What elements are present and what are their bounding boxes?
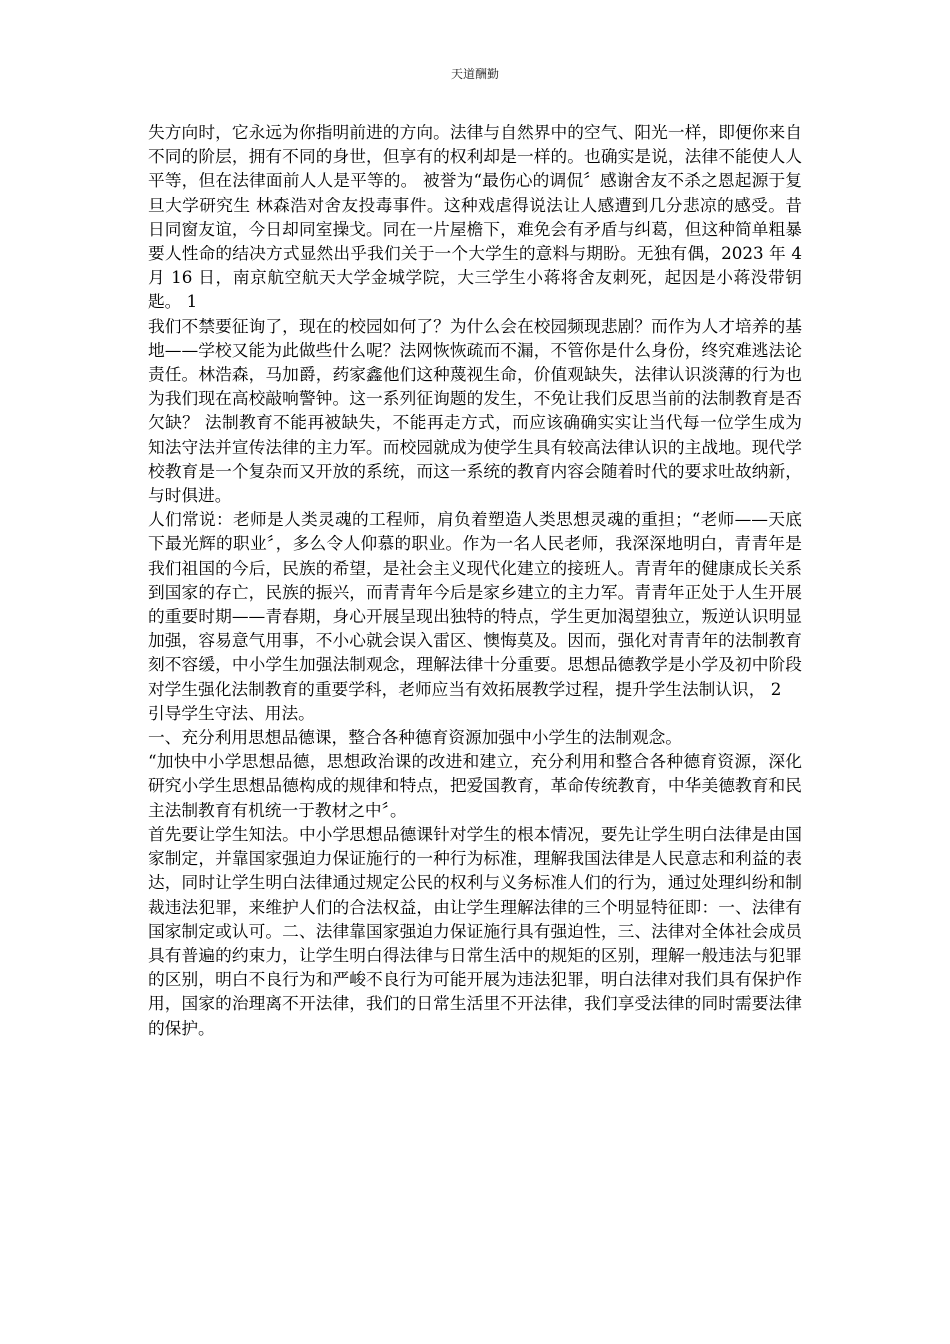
paragraph: 失方向时，它永远为你指明前进的方向。法律与自然界中的空气、阳光一样，即便你来自不同的阶层，拥有不同的身世，但享有的权利却是一样的。也确实是说，法律不能使人人平等，但在法律面前人人是平等的。 被誉为“最伤心的调侃〞感谢舍友不杀之恩起源于复旦大学研究生 林森浩对舍友投毒事件。这种戏虐得说法让人感遭到几分悲凉的感受。昔日同窗友谊，今日却同室操戈。同在一片屋檐下，难免会有矛盾与纠葛，但这种简单粗暴要人性命的结决方式显然出乎我们关于一个大学生的意料与期盼。无独有偶，2023 年 4 月 16 日，南京航空航天大学金城学院，大三学生小蒋将舍友刺死，起因是小蒋没带钥匙。 1 bbox=[148, 122, 802, 312]
page-header: 天道酬勤 bbox=[450, 67, 499, 81]
paragraph: 我们不禁要征询了，现在的校园如何了？为什么会在校园频现悲剧？而作为人才培养的基地——学校又能为此做些什么呢？法网恢恢疏而不漏，不管你是什么身份，终究难逃法论责任。林浩森，马加爵，药家鑫他们这种蔑视生命，价值观缺失，法律认识淡薄的行为也为我们现在高校敲响警钟。这一系列征询题的发生，不免让我们反思当前的法制教育是否欠缺？ 法制教育不能再被缺失，不能再走方式，而应该确确实实让当代每一位学生成为知法守法并宣传法律的主力军。而校园就成为使学生具有较高法律认识的主战地。现代学校教育是一个复杂而又开放的系统，而这一系统的教育内容会随着时代的要求吐故纳新，与时俱进。 bbox=[148, 315, 802, 506]
paragraph: 一、充分利用思想品德课，整合各种德育资源加强中小学生的法制观念。 bbox=[148, 727, 682, 748]
paragraph: 引导学生守法、用法。 bbox=[148, 702, 315, 723]
paragraph: “加快中小学思想品德，思想政治课的改进和建立，充分利用和整合各种德育资源，深化研究小学生思想品德构成的规律和特点，把爱国教育，革命传统教育，中华美德教育和民主法制教育有机统一于教材之中〞。 bbox=[148, 751, 802, 820]
paragraph: 人们常说：老师是人类灵魂的工程师，肩负着塑造人类思想灵魂的重担；“老师——天底下最光辉的职业〞，多么令人仰慕的职业。作为一名人民老师，我深深地明白，青青年是我们祖国的今后，民族的希望，是社会主义现代化建立的接班人。青青年的健康成长关系到国家的存亡，民族的振兴，而青青年今后是家乡建立的主力军。青青年正处于人生开展的重要时期——青春期，身心开展呈现出独特的特点，学生更加渴望独立，叛逆认识明显加强，容易意气用事，不小心就会误入雷区、懊悔莫及。因而，强化对青青年的法制教育刻不容缓，中小学生加强法制观念，理解法律十分重要。思想品德教学是小学及初中阶段对学生强化法制教育的重要学科，老师应当有效拓展教学过程，提升学生法制认识， 2 bbox=[148, 509, 802, 699]
document-body bbox=[148, 120, 802, 1040]
paragraph: 首先要让学生知法。中小学思想品德课针对学生的根本情况，要先让学生明白法律是由国家制定，并靠国家强迫力保证施行的一种行为标准，理解我国法律是人民意志和利益的表达，同时让学生明白法律通过规定公民的权利与义务标准人们的行为，通过处理纠纷和制裁违法犯罪，来维护人们的合法权益，由让学生理解法律的三个明显特征即：一、法律有国家制定或认可。二、法律靠国家强迫力保证施行具有强迫性，三、法律对全体社会成员具有普遍的约束力，让学生明白得法律与日常生活中的规矩的区别，理解一般违法与犯罪的区别，明白不良行为和严峻不良行为可能开展为违法犯罪，明白法律对我们具有保护作用，国家的治理离不开法律，我们的日常生活里不开法律，我们享受法律的同时需要法律的保护。 bbox=[148, 823, 802, 1038]
